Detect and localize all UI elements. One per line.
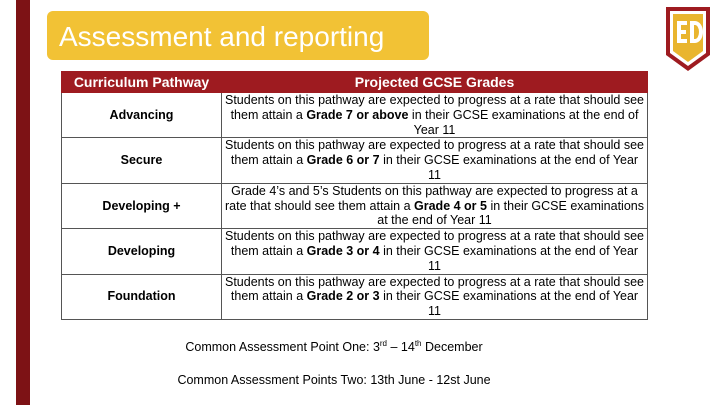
assessment-point-one: Common Assessment Point One: 3rd – 14th December bbox=[185, 339, 483, 355]
header-projected-gcse-grades: Projected GCSE Grades bbox=[222, 72, 648, 93]
pathway-description: Grade 4’s and 5’s Students on this pathway are expected to progress at a rate that should see them attain a Grade 4 or 5 in their GCSE examinations at the end of Year 11 bbox=[222, 183, 648, 228]
page-title: Assessment and reporting bbox=[59, 21, 385, 52]
pathway-name: Developing + bbox=[62, 183, 222, 228]
pathway-description: Students on this pathway are expected to progress at a rate that should see them attain a Grade 6 or 7 in their GCSE examinations at the end of Year 11 bbox=[222, 138, 648, 183]
table-row bbox=[62, 229, 648, 274]
table-row bbox=[62, 183, 648, 228]
pathway-description: Students on this pathway are expected to progress at a rate that should see them attain a Grade 2 or 3 in their GCSE examinations at the end of Year 11 bbox=[222, 274, 648, 319]
pathway-description: Students on this pathway are expected to progress at a rate that should see them attain a Grade 7 or above in their GCSE examinations at the end of Year 11 bbox=[222, 93, 648, 138]
crest-shield-icon bbox=[664, 5, 712, 73]
pathway-name: Developing bbox=[62, 229, 222, 274]
pathway-name: Secure bbox=[62, 138, 222, 183]
table-row bbox=[62, 274, 648, 319]
header-curriculum-pathway: Curriculum Pathway bbox=[62, 72, 222, 93]
table-header-row bbox=[62, 72, 648, 93]
pathway-name: Advancing bbox=[62, 93, 222, 138]
pathway-description: Students on this pathway are expected to progress at a rate that should see them attain a Grade 3 or 4 in their GCSE examinations at the end of Year 11 bbox=[222, 229, 648, 274]
table-row bbox=[62, 138, 648, 183]
curriculum-pathway-table bbox=[61, 71, 648, 320]
table-row bbox=[62, 93, 648, 138]
assessment-point-two: Common Assessment Points Two: 13th June - 12st June bbox=[177, 373, 491, 387]
pathway-name: Foundation bbox=[62, 274, 222, 319]
